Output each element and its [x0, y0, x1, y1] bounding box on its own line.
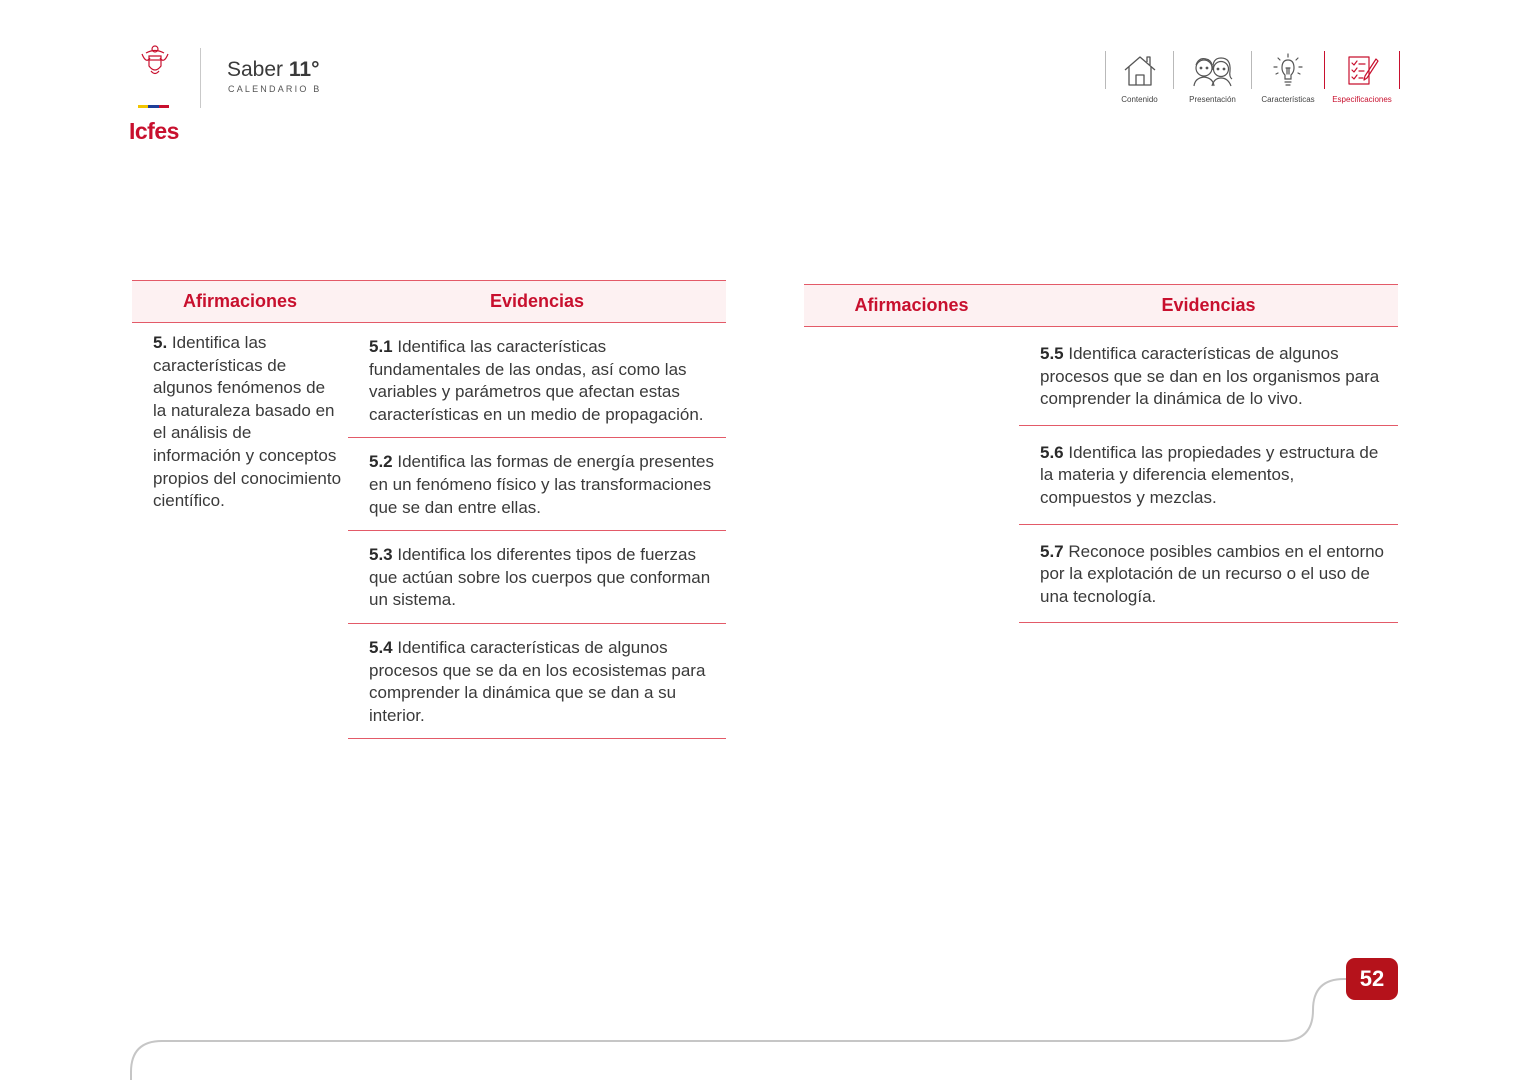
- evidencia-text: Identifica las formas de energía presentes en un fenómeno físico y las transformaciones que se dan entre ellas.: [369, 452, 714, 517]
- header-afirmaciones: Afirmaciones: [804, 285, 1019, 327]
- header-afirmaciones: Afirmaciones: [132, 281, 348, 323]
- evidencia-text: Identifica los diferentes tipos de fuerzas que actúan sobre los cuerpos que conforman un sistema.: [369, 545, 711, 610]
- evidencia-number: 5.7: [1040, 541, 1064, 561]
- evidencia-number: 5.5: [1040, 344, 1064, 363]
- title-prefix: Saber: [227, 58, 289, 81]
- evidencia-text: Reconoce posibles cambios en el entorno por la explotación de un recurso o el uso de una tecnología.: [1040, 541, 1385, 606]
- evidencia-number: 5.1: [369, 337, 393, 356]
- evidencia-text: Identifica características de algunos procesos que se da en los ecosistemas para comprender la dinámica que se dan a su interior.: [369, 637, 706, 725]
- document-subtitle: CALENDARIO B: [228, 84, 322, 94]
- page-number-badge: 52: [1346, 958, 1398, 1000]
- nav-label: Características: [1261, 95, 1315, 104]
- nav-label: Contenido: [1121, 95, 1158, 104]
- afirmacion-text: Identifica las características de algunos fenómenos de la naturaleza basado en el análisis de información y conceptos propios del conocimiento científico.: [153, 333, 342, 511]
- evidencia-text: Identifica las características fundamentales de las ondas, así como las variables y parámetros que afectan estas características en un medio de propagación.: [369, 337, 704, 424]
- nav-label: Especificaciones: [1332, 95, 1392, 104]
- header-evidencias: Evidencias: [1019, 285, 1398, 327]
- nav-label: Presentación: [1189, 95, 1236, 104]
- afirmacion-number: 5.: [153, 333, 168, 352]
- logo-wordmark: Icfes: [129, 118, 179, 144]
- evidencia-number: 5.6: [1040, 442, 1064, 462]
- title-grade: 11°: [288, 58, 320, 81]
- evidencia-number: 5.2: [369, 452, 393, 472]
- header-evidencias: Evidencias: [348, 281, 726, 323]
- evidencia-number: 5.4: [369, 637, 393, 657]
- evidencia-number: 5.3: [369, 545, 393, 565]
- evidencia-text: Identifica características de algunos procesos que se dan en los organismos para comprender la dinámica de lo vivo.: [1040, 344, 1380, 409]
- evidencia-text: Identifica las propiedades y estructura de la materia y diferencia elementos, compuestos y mezclas.: [1040, 442, 1379, 507]
